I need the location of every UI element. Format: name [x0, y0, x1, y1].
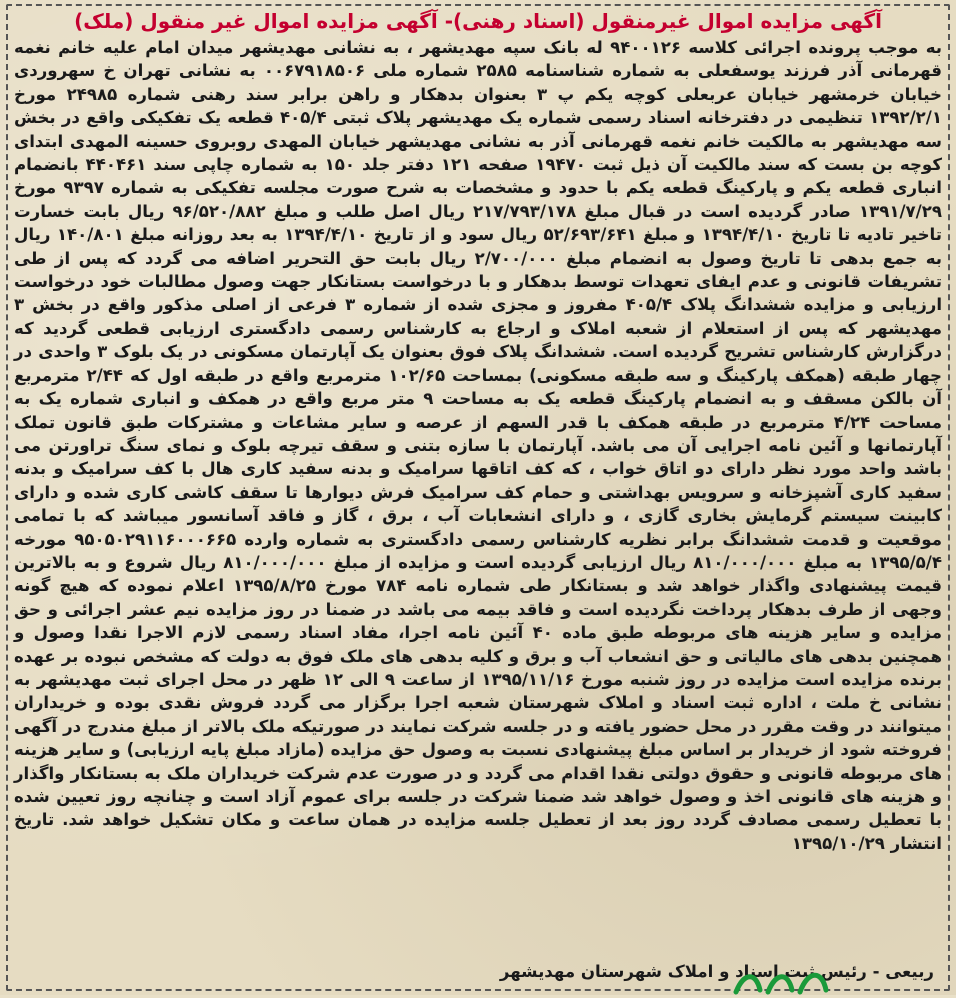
green-ink-mark [730, 964, 850, 998]
notice-body: به موجب پرونده اجرائی کلاسه ۹۴۰۰۱۲۶ له بانک سپه مهدیشهر ، به نشانی مهدیشهر میدان امام علیه خانم نغمه قهرمانی آذر فرزند یوسفعلی به شماره شناسنامه ۲۵۸۵ شماره ملی ۰۰۶۷۹۱۸۵۰۶ به نشانی تهران خ سهروردی خیابان خرمشهر خیابان عربعلی کوچه یکم پ ۳ بعنوان بدهکار و راهن برابر سند رهنی شماره ۲۴۹۸۵ مورخ ۱۳۹۲/۲/۱ تنظیمی در دفترخانه اسناد رسمی شماره یک مهدیشهر پلاک ثبتی ۴۰۵/۴ قطعه یک تفکیکی واقع در بخش سه مهدیشهر به مالکیت خانم نغمه قهرمانی آذر به نشانی مهدیشهر خیابان المهدی روبروی حسینه المهدی ابتدای کوچه بن بست که سند مالکیت آن ذیل ثبت ۱۹۴۷۰ صفحه ۱۲۱ دفتر جلد ۱۵۰ به شماره چاپی سند ۴۴۰۴۶۱ بانضمام انباری قطعه یکم و پارکینگ قطعه یکم با حدود و مشخصات به شرح صورت مجلسه تفکیکی به شماره ۹۳۹۷ مورخ ۱۳۹۱/۷/۲۹ صادر گردیده است در قبال مبلغ ۲۱۷/۷۹۳/۱۷۸ ریال اصل طلب و مبلغ ۹۶/۵۲۰/۸۸۲ ریال بابت خسارت تاخیر تادیه تا تاریخ ۱۳۹۴/۴/۱۰ و مبلغ ۵۲/۶۹۳/۶۴۱ ریال سود و از تاریخ ۱۳۹۴/۴/۱۰ به بعد روزانه مبلغ ۱۴۰/۸۰۱ ریال به جمع بدهی تا تاریخ وصول به انضمام مبلغ ۲/۷۰۰/۰۰۰ ریال بابت حق التحریر اضافه می گردد که پس از طی تشریفات قانونی و عدم ایفای تعهدات توسط بدهکار و با درخواست بستانکار جهت وصول مطالبات خود درخواست ارزیابی و مزایده ششدانگ پلاک ۴۰۵/۴ مفروز و مجزی شده از شماره ۳ فرعی از اصلی مذکور واقع در بخش ۳ مهدیشهر که پس از استعلام از شعبه املاک و ارجاع به کارشناس رسمی دادگستری ارزیابی قطعی گردید که درگزارش کارشناس تشریح گردیده است. ششدانگ پلاک فوق بعنوان یک آپارتمان مسکونی در یک بلوک ۳ واحدی در چهار طبقه (همکف پارکینگ و سه طبقه مسکونی) بمساحت ۱۰۲/۶۵ مترمربع واقع در طبقه اول که ۲/۴۴ مترمربع آن بالکن مسقف و به انضمام پارکینگ قطعه یک به مساحت ۹ متر مربع واقع در همکف و انباری شماره یک به مساحت ۴/۲۴ مترمربع در طبقه همکف با قدر السهم از عرصه و سایر مشاعات و مشترکات طبق قانون تملک آپارتمانها و آئین نامه اجرایی آن می باشد. آپارتمان با سازه بتنی و سقف تیرچه بلوک و نمای سنگ تراورتن می باشد واحد مورد نظر دارای دو اتاق خواب ، که کف اتاقها سرامیک و بدنه سفید کاری هال با کف سرامیک و بدنه سفید کاری آشپزخانه و سرویس بهداشتی و حمام کف سرامیک فرش دیوارها تا سقف کاشی کاری شده و دارای کابینت سیستم گرمایش بخاری گازی ، و دارای انشعابات آب ، برق ، گاز و فاقد آسانسور میباشد که با تمامی موقعیت و قدمت ششدانگ برابر نظریه کارشناس رسمی دادگستری به شماره وارده ۹۵۰۵۰۲۹۱۱۶۰۰۰۶۶۵ مورخه ۱۳۹۵/۵/۴ به مبلغ ۸۱۰/۰۰۰/۰۰۰ ریال ارزیابی گردیده است و مزایده از مبلغ ۸۱۰/۰۰۰/۰۰۰ ریال شروع و به بالاترین قیمت پیشنهادی واگذار خواهد شد و بستانکار طی شماره نامه ۷۸۴ مورخ ۱۳۹۵/۸/۲۵ اعلام نموده که هیچ گونه وجهی از طرف بدهکار پرداخت نگردیده است و فاقد بیمه می باشد در ضمنا در روز مزایده نیم عشر اجرائی و حق مزایده و سایر هزینه های مربوطه طبق ماده ۴۰ آئین نامه اجرا، مفاد اسناد رسمی لازم الاجرا نقدا وصول و همچنین بدهی های مالیاتی و حق انشعاب آب و برق و کلیه بدهی های ملک فوق به دولت که مشخص نبوده بر عهده برنده مزایده است مزایده در روز شنبه مورخ ۱۳۹۵/۱۱/۱۶ از ساعت ۹ الی ۱۲ ظهر در محل اجرای ثبت مهدیشهر به نشانی خ ملت ، اداره ثبت اسناد و املاک شهرستان شعبه اجرا برگزار می گردد فروش نقدی بوده و خریداران میتوانند در وقت مقرر در محل حضور یافته و در جلسه شرکت نمایند در صورتیکه ملک بالاتر از مبلغ مندرج در آگهی فروخته شود از خریدار بر اساس مبلغ پیشنهادی نسبت به وصول حق مزایده (مازاد مبلغ پایه ارزیابی) و سایر هزینه های مربوطه قانونی و حقوق دولتی نقدا اقدام می گردد و در صورت عدم شرکت خریداران ملک به بستانکار واگذار و هزینه های قانونی اخذ و وصول خواهد شد ضمنا شرکت در جلسه برای عموم آزاد است و چنانچه روز تعیین شده با تعطیل رسمی مصادف گردد روز بعد از تعطیل جلسه مزایده در همان ساعت و مکان تشکیل خواهد شد. تاریخ انتشار ۱۳۹۵/۱۰/۲۹ [14, 38, 943, 853]
notice-title: آگهی مزایده اموال غیرمنقول (اسناد رهنی)- آگهی مزایده اموال غیر منقول (ملک) [74, 9, 882, 33]
notice-signature: ربیعی - رئیس ثبت اسناد و املاک شهرستان مهدیشهر [499, 962, 934, 981]
